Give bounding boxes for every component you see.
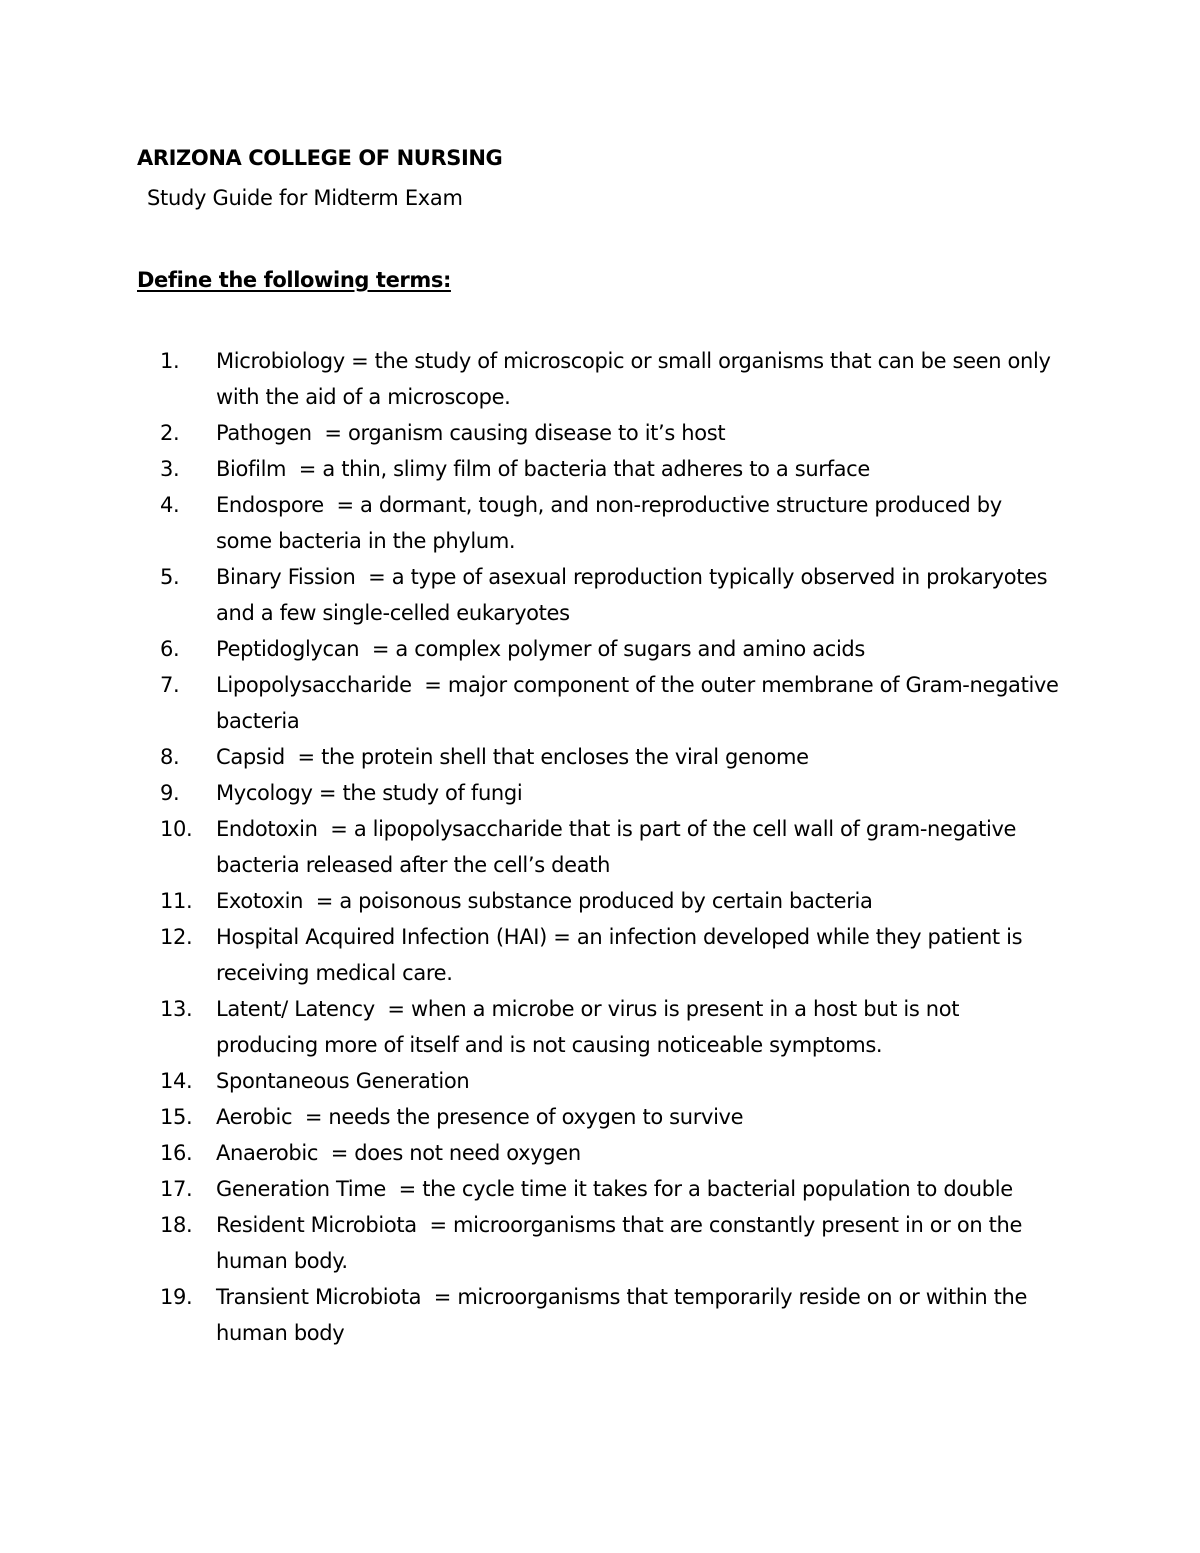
term-definition: Generation Time = the cycle time it takes for a bacterial population to double — [216, 1177, 1013, 1201]
section-heading: Define the following terms: — [137, 268, 451, 292]
term-number: 14. — [160, 1069, 193, 1093]
term-number: 9. — [160, 781, 180, 805]
term-item — [160, 1099, 1065, 1135]
term-item — [160, 1135, 1065, 1171]
term-item — [160, 559, 1065, 631]
term-number: 8. — [160, 745, 180, 769]
term-definition: Pathogen = organism causing disease to it’s host — [216, 421, 726, 445]
term-item — [160, 1207, 1065, 1279]
term-number: 4. — [160, 493, 180, 517]
term-item — [160, 919, 1065, 991]
term-number: 16. — [160, 1141, 193, 1165]
term-number: 13. — [160, 997, 193, 1021]
term-item — [160, 667, 1065, 739]
term-item — [160, 775, 1065, 811]
term-definition: Spontaneous Generation — [216, 1069, 470, 1093]
term-item — [160, 1171, 1065, 1207]
term-item — [160, 487, 1065, 559]
term-item — [160, 991, 1065, 1063]
term-number: 1. — [160, 349, 180, 373]
terms-list — [160, 343, 1065, 1351]
term-item — [160, 739, 1065, 775]
term-item — [160, 631, 1065, 667]
term-number: 10. — [160, 817, 193, 841]
term-number: 12. — [160, 925, 193, 949]
term-number: 3. — [160, 457, 180, 481]
term-number: 2. — [160, 421, 180, 445]
term-item — [160, 451, 1065, 487]
term-number: 6. — [160, 637, 180, 661]
term-definition: Mycology = the study of fungi — [216, 781, 523, 805]
term-number: 7. — [160, 673, 180, 697]
term-definition: Binary Fission = a type of asexual reproduction typically observed in prokaryotes and a few single-celled eukaryotes — [216, 565, 1054, 625]
school-name: ARIZONA COLLEGE OF NURSING — [137, 146, 503, 170]
term-item — [160, 811, 1065, 883]
term-definition: Transient Microbiota = microorganisms that temporarily reside on or within the human body — [216, 1285, 1034, 1345]
term-number: 5. — [160, 565, 180, 589]
term-definition: Hospital Acquired Infection (HAI) = an infection developed while they patient is receiving medical care. — [216, 925, 1029, 985]
term-definition: Aerobic = needs the presence of oxygen to survive — [216, 1105, 744, 1129]
term-item — [160, 1063, 1065, 1099]
term-item — [160, 343, 1065, 415]
document-subtitle: Study Guide for Midterm Exam — [147, 186, 463, 210]
term-definition: Endospore = a dormant, tough, and non-reproductive structure produced by some bacteria in the phylum. — [216, 493, 1009, 553]
term-definition: Microbiology = the study of microscopic or small organisms that can be seen only with the aid of a microscope. — [216, 349, 1057, 409]
term-definition: Endotoxin = a lipopolysaccharide that is part of the cell wall of gram-negative bacteria released after the cell’s death — [216, 817, 1023, 877]
term-definition: Exotoxin = a poisonous substance produced by certain bacteria — [216, 889, 873, 913]
term-definition: Capsid = the protein shell that encloses the viral genome — [216, 745, 809, 769]
term-definition: Biofilm = a thin, slimy film of bacteria that adheres to a surface — [216, 457, 870, 481]
term-number: 15. — [160, 1105, 193, 1129]
term-definition: Resident Microbiota = microorganisms that are constantly present in or on the human body. — [216, 1213, 1029, 1273]
term-number: 19. — [160, 1285, 193, 1309]
term-item — [160, 1279, 1065, 1351]
term-definition: Latent/ Latency = when a microbe or virus is present in a host but is not producing more of itself and is not causing noticeable symptoms. — [216, 997, 966, 1057]
term-item — [160, 883, 1065, 919]
term-definition: Anaerobic = does not need oxygen — [216, 1141, 581, 1165]
term-definition: Lipopolysaccharide = major component of the outer membrane of Gram-negative bacteria — [216, 673, 1065, 733]
term-item — [160, 415, 1065, 451]
term-number: 18. — [160, 1213, 193, 1237]
term-number: 17. — [160, 1177, 193, 1201]
term-definition: Peptidoglycan = a complex polymer of sugars and amino acids — [216, 637, 866, 661]
term-number: 11. — [160, 889, 193, 913]
